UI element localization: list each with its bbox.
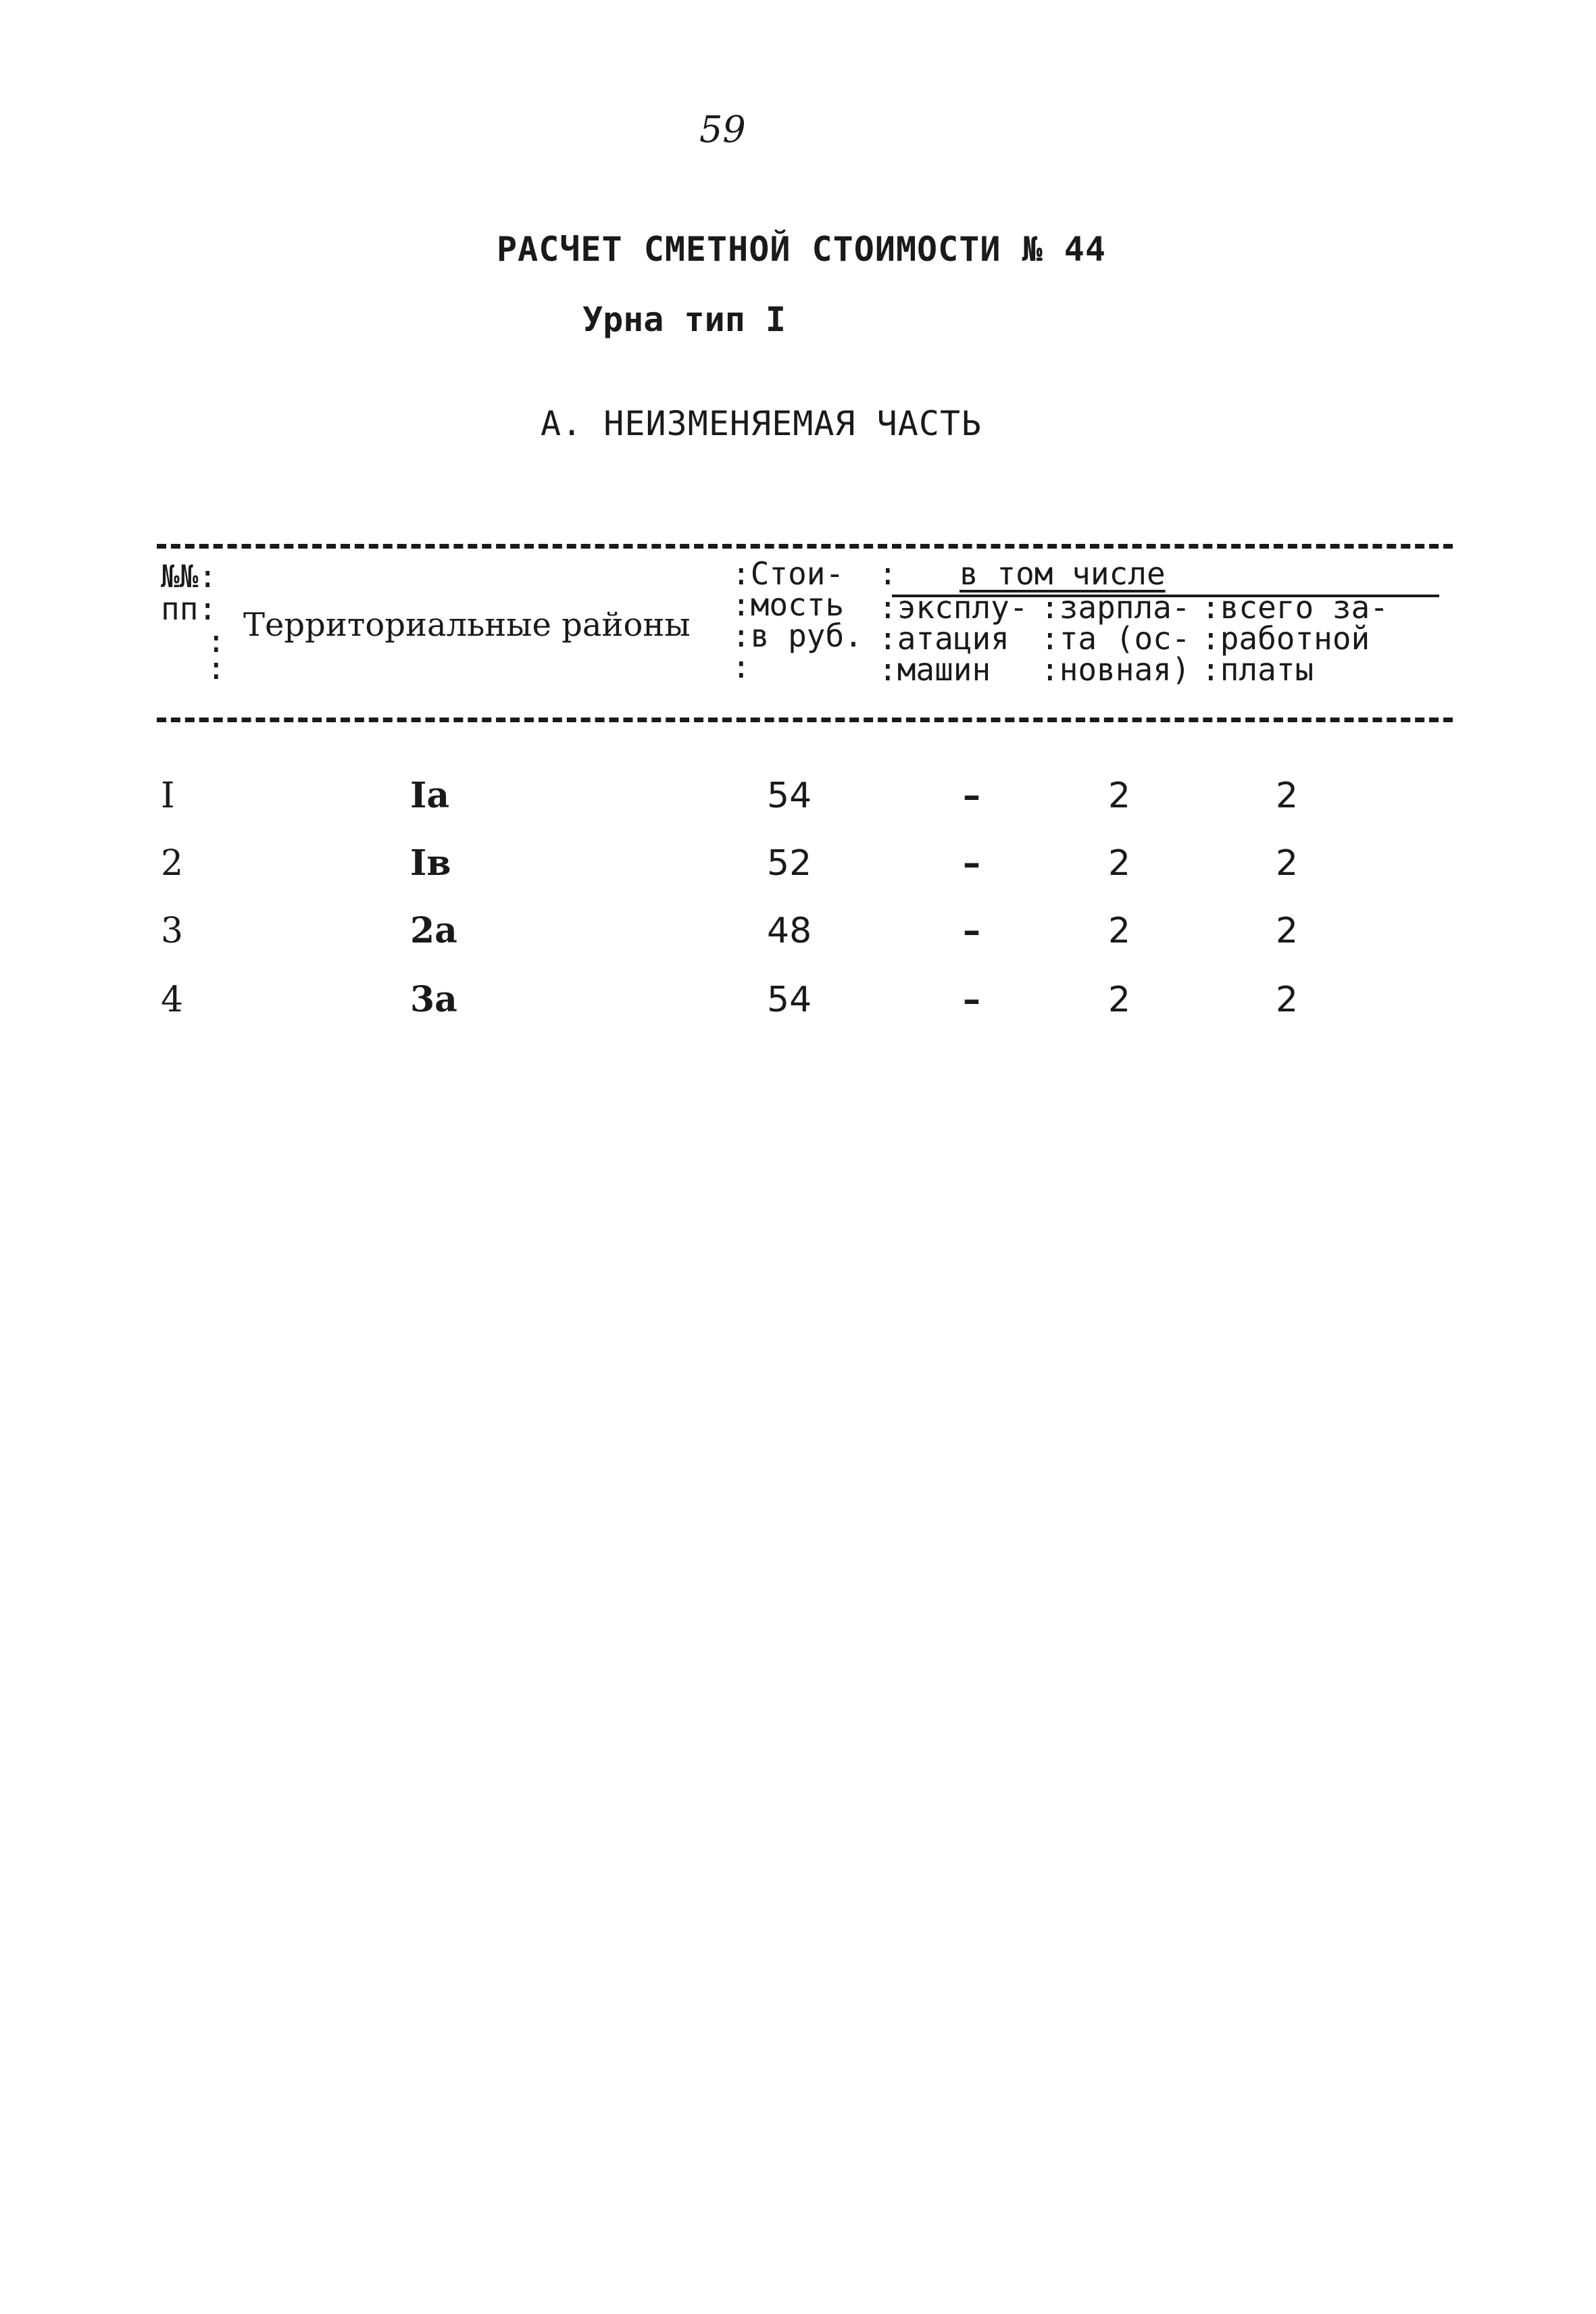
row-wage: 2 [1108,776,1131,816]
header-total-line2: :работной [1201,620,1370,657]
header-number-colon: : [207,623,226,659]
row-district: Iа [410,775,450,816]
header-wage-line3: :новная) [1041,651,1191,688]
row-district: Iв [410,842,451,884]
row-district: 2а [410,910,457,951]
row-wage: 2 [1108,911,1131,951]
document-title: РАСЧЕТ СМЕТНОЙ СТОИМОСТИ № 44 [497,230,1106,269]
header-cost-line4: : [732,649,751,685]
header-total-line3: :платы [1201,651,1314,688]
header-number-line2: пп: [161,590,218,627]
row-machines: – [963,911,980,951]
header-including-colon: : [878,555,897,592]
document-subtitle: Урна тип I [582,300,787,339]
table-header-rule [157,718,1453,722]
header-cost-line2: :мость [732,586,845,623]
header-cost-line1: :Стои- [732,555,845,592]
page-number: 59 [699,108,746,151]
row-number: I [161,776,175,816]
row-number: 3 [161,911,184,951]
header-machines-line3: :машин [878,651,991,688]
row-total-wage: 2 [1276,776,1299,816]
row-number: 2 [161,843,184,884]
row-total-wage: 2 [1276,980,1299,1020]
row-cost: 48 [767,911,812,951]
row-machines: – [963,776,980,816]
row-district: 3а [410,979,457,1020]
row-number: 4 [161,980,184,1020]
section-title: А. НЕИЗМЕНЯЕМАЯ ЧАСТЬ [541,404,982,443]
row-wage: 2 [1108,843,1131,884]
header-wage-line2: :та (ос- [1041,620,1191,657]
row-total-wage: 2 [1276,911,1299,951]
header-number-line1: №№: [161,558,218,595]
header-machines-line2: :атация [878,620,1009,657]
header-machines-line1: :эксплу- [878,589,1028,626]
header-total-line1: :всего за- [1201,589,1389,626]
header-wage-line1: :зарпла- [1041,589,1191,626]
row-total-wage: 2 [1276,843,1299,884]
row-wage: 2 [1108,980,1131,1020]
header-district: Территориальные районы [243,606,691,644]
row-cost: 54 [767,776,812,816]
row-cost: 54 [767,980,812,1020]
header-including: в том числе [959,555,1166,592]
row-cost: 52 [767,843,812,884]
header-number-colon: : [207,650,226,686]
row-machines: – [963,843,980,884]
row-machines: – [963,980,980,1020]
table-top-rule [157,544,1453,549]
header-cost-line3: :в руб. [732,618,863,654]
